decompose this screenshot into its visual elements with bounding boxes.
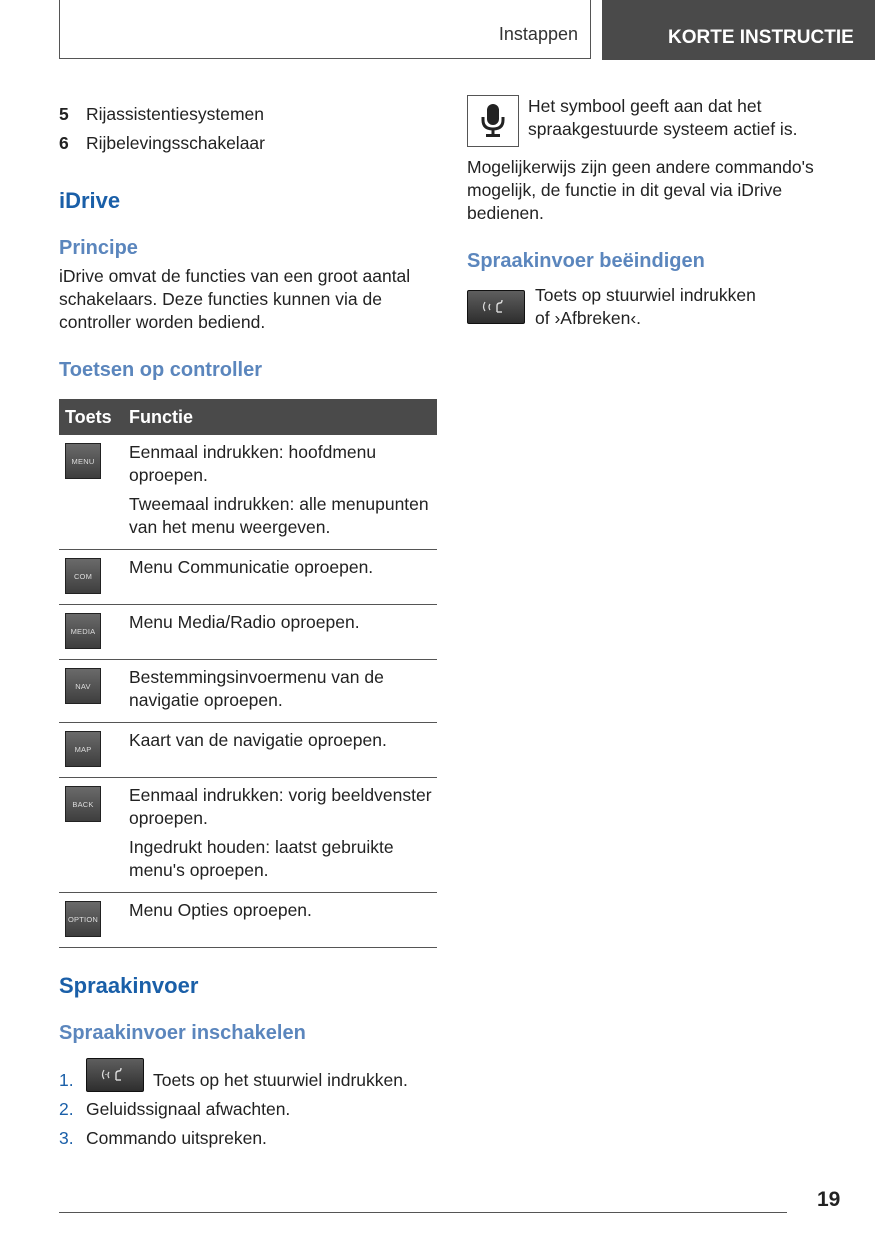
- breadcrumb: Instappen: [498, 24, 578, 44]
- page-number: 19: [817, 1188, 841, 1211]
- table-header-key: Toets: [59, 399, 129, 435]
- microphone-icon: [467, 95, 519, 147]
- list-item: 2. Geluidssignaal afwachten.: [59, 1099, 291, 1119]
- right-column: [467, 95, 847, 330]
- map-key-icon: MAP: [65, 731, 101, 767]
- option-key-icon: OPTION: [65, 901, 101, 937]
- list-item: 3. Commando uitspreken.: [59, 1128, 267, 1148]
- footer-divider: [59, 1212, 787, 1213]
- principle-heading: Principe: [59, 237, 138, 259]
- menu-key-icon: MENU: [65, 443, 101, 479]
- mic-note: Het symbool geeft aan dat het spraakgestuurde systeem actief is.: [467, 95, 847, 147]
- section-tab: KORTE INSTRUCTIE: [602, 0, 875, 60]
- voice-steps: [59, 1054, 437, 1150]
- nav-key-icon: NAV: [65, 668, 101, 704]
- list-item: 6 Rijbelevingsschakelaar: [59, 133, 265, 153]
- voice-heading: Spraakinvoer: [59, 973, 199, 998]
- table-row: MENU Eenmaal indrukken: hoofdmenu oproepen. Tweemaal indrukken: alle menupunten van het menu weergeven.: [59, 435, 437, 550]
- voice-enable-heading: Spraakinvoer inschakelen: [59, 1022, 306, 1044]
- table-row: NAV Bestemmingsinvoermenu van de navigatie oproepen.: [59, 660, 437, 723]
- voice-command-button-icon: [86, 1058, 144, 1092]
- idrive-heading: iDrive: [59, 188, 121, 213]
- table-row: MEDIA Menu Media/Radio oproepen.: [59, 605, 437, 660]
- left-column: [59, 100, 437, 1150]
- other-commands-text: Mogelijkerwijs zijn geen andere commando's mogelijk, de functie in dit geval via iDrive bedienen.: [467, 157, 814, 223]
- intro-list: [59, 100, 437, 158]
- table-row: MAP Kaart van de navigatie oproepen.: [59, 723, 437, 778]
- table-header-function: Functie: [129, 399, 437, 435]
- table-row: BACK Eenmaal indrukken: vorig beeldvenster oproepen. Ingedrukt houden: laatst gebruikte menu's oproepen.: [59, 778, 437, 893]
- com-key-icon: COM: [65, 558, 101, 594]
- principle-text: iDrive omvat de functies van een groot aantal schakelaars. Deze functies kunnen via de controller worden bediend.: [59, 266, 411, 332]
- header-box: [59, 0, 591, 59]
- voice-end-heading: Spraakinvoer beëindigen: [467, 250, 705, 272]
- voice-end-instruction: Toets op stuurwiel indrukken of ›Afbreken‹.: [467, 284, 847, 330]
- controller-keys-table: [59, 399, 437, 948]
- table-row: OPTION Menu Opties oproepen.: [59, 893, 437, 948]
- voice-command-button-icon: [467, 290, 525, 324]
- list-item: 5 Rijassistentiesystemen: [59, 104, 264, 124]
- table-row: COM Menu Communicatie oproepen.: [59, 550, 437, 605]
- keys-heading: Toetsen op controller: [59, 359, 262, 381]
- back-key-icon: BACK: [65, 786, 101, 822]
- list-item: 1. Toets op het stuurwiel indrukken.: [59, 1054, 437, 1092]
- media-key-icon: MEDIA: [65, 613, 101, 649]
